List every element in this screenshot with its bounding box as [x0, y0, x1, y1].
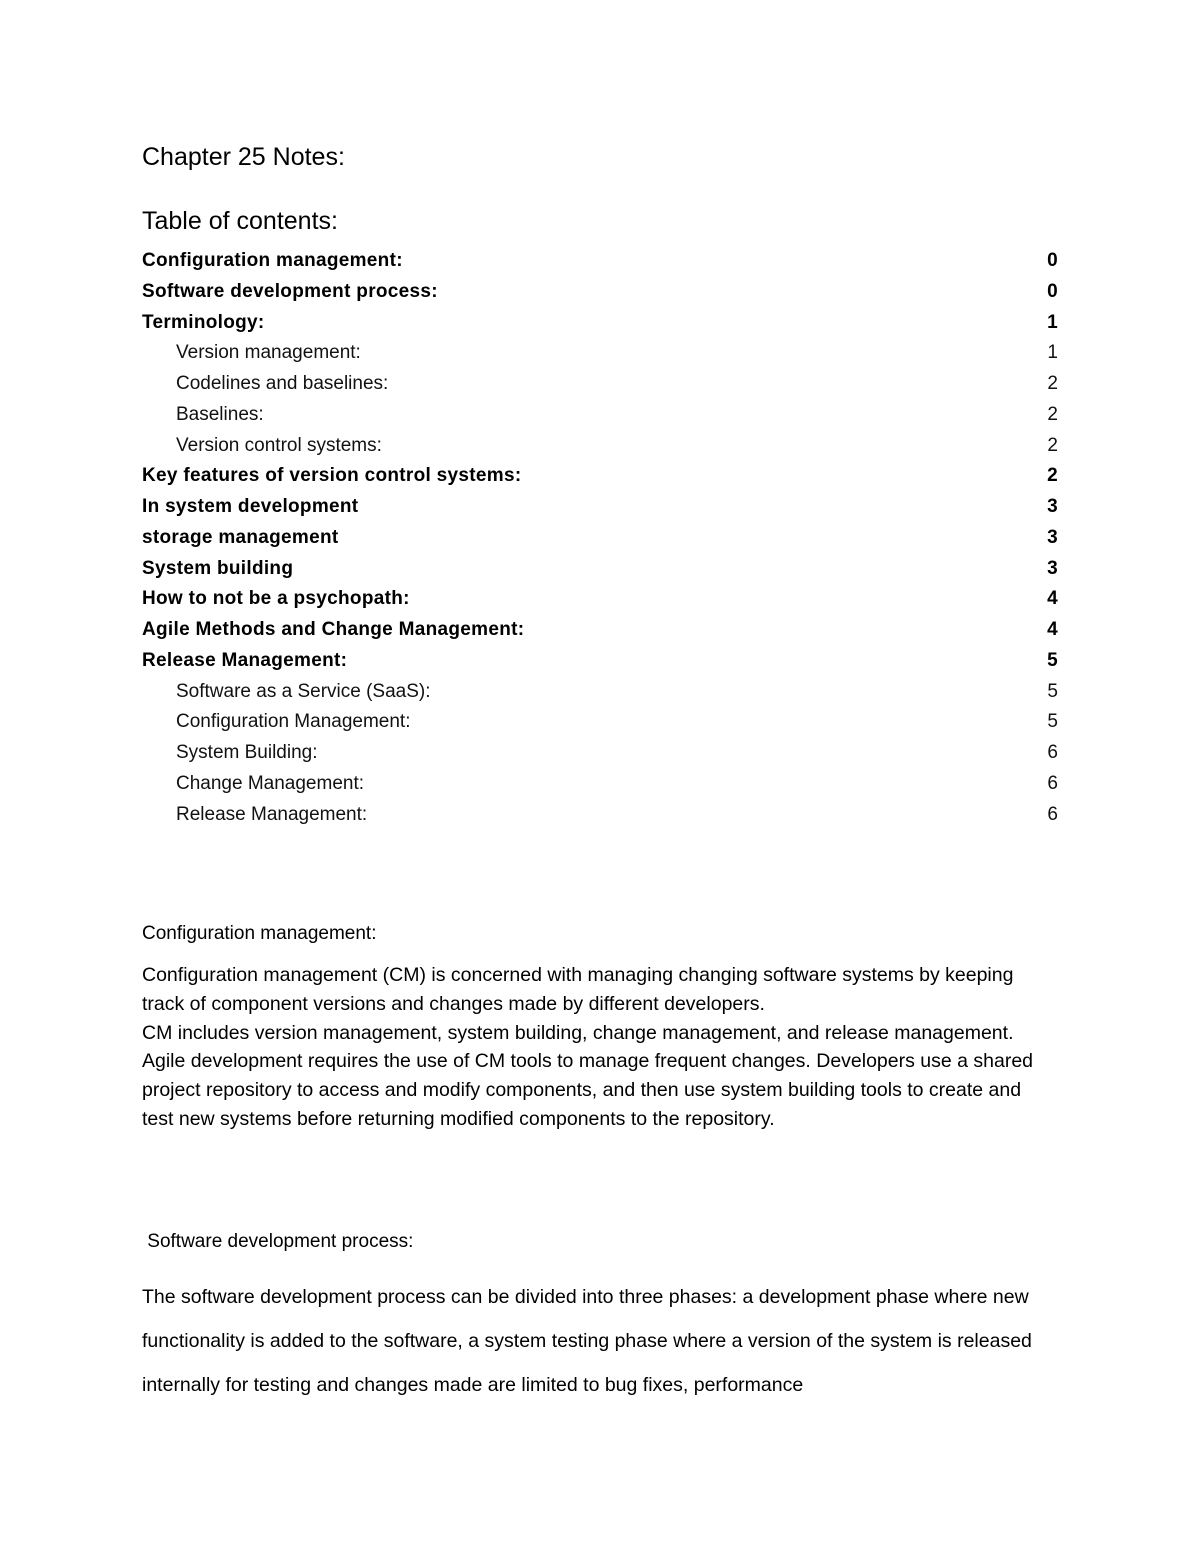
toc-entry-label: System Building: [176, 742, 318, 763]
toc-subentry[interactable] [142, 800, 1058, 831]
toc-entry-label: Version management: [176, 342, 361, 364]
toc-entry-label: In system development [142, 496, 359, 517]
toc-entry[interactable] [142, 554, 1058, 585]
toc-heading: Table of contents: [142, 207, 338, 235]
toc-entry[interactable] [142, 461, 1058, 492]
toc-entry-label: Software as a Service (SaaS): [176, 680, 431, 702]
toc-entry-page-number: 2 [1047, 434, 1058, 456]
toc-entry-page-number: 6 [1047, 742, 1058, 763]
toc-entry-label: Terminology: [142, 311, 265, 333]
toc-entry-page-number: 6 [1047, 772, 1058, 794]
table-of-contents [142, 246, 1058, 830]
toc-entry-page-number: 5 [1047, 680, 1058, 702]
toc-entry[interactable] [142, 584, 1058, 615]
toc-subentry[interactable] [142, 769, 1058, 800]
toc-entry[interactable] [142, 523, 1058, 554]
toc-entry-page-number: 2 [1047, 465, 1058, 487]
toc-entry-page-number: 5 [1047, 649, 1058, 671]
paragraph: The software development process can be divided into three phases: a development phase where new functionality is added to the software, a system testing phase where a version of the system is released internally for testing and changes made are limited to bug fixes, performance [142, 1286, 1032, 1396]
toc-entry-label: Release Management: [176, 803, 368, 825]
section-body-software-development-process [142, 1275, 1052, 1407]
toc-entry-page-number: 1 [1047, 311, 1058, 333]
paragraph: Configuration management (CM) is concerned with managing changing software systems by keeping track of component versions and changes made by different developers. [142, 964, 1014, 1015]
section-heading-configuration-management: Configuration management: [142, 923, 377, 944]
toc-entry-page-number: 0 [1047, 250, 1058, 271]
toc-entry-label: Configuration management: [142, 250, 403, 271]
toc-entry-label: How to not be a psychopath: [142, 588, 410, 610]
toc-entry-label: Agile Methods and Change Management: [142, 619, 525, 640]
toc-subentry[interactable] [142, 677, 1058, 708]
toc-entry[interactable] [142, 246, 1058, 277]
toc-entry[interactable] [142, 308, 1058, 339]
toc-entry-label: Change Management: [176, 772, 365, 794]
toc-entry-label: Codelines and baselines: [176, 373, 389, 394]
toc-entry-page-number: 2 [1047, 403, 1058, 425]
toc-entry[interactable] [142, 646, 1058, 677]
toc-subentry[interactable] [142, 400, 1058, 431]
toc-entry-page-number: 3 [1047, 496, 1058, 517]
toc-entry-page-number: 3 [1047, 526, 1058, 548]
toc-entry-page-number: 5 [1047, 711, 1058, 733]
toc-entry-page-number: 4 [1047, 619, 1058, 640]
toc-entry-page-number: 4 [1047, 588, 1058, 610]
toc-entry[interactable] [142, 277, 1058, 308]
toc-entry-label: Key features of version control systems: [142, 465, 522, 487]
toc-subentry[interactable] [142, 738, 1058, 769]
section-heading-software-development-process: Software development process: [142, 1231, 414, 1252]
toc-entry-page-number: 2 [1047, 373, 1058, 394]
toc-entry-label: Software development process: [142, 280, 438, 302]
toc-entry[interactable] [142, 615, 1058, 646]
toc-entry-label: storage management [142, 526, 339, 548]
toc-entry-page-number: 0 [1047, 280, 1058, 302]
paragraph: CM includes version management, system building, change management, and release management. Agile development requires the use of CM tools to manage frequent changes. Developers use a shared project repository to access and modify components, and then use system building tools to create and test new systems before returning modified components to the repository. [142, 1021, 1034, 1130]
toc-entry-page-number: 6 [1047, 803, 1058, 825]
toc-subentry[interactable] [142, 369, 1058, 400]
section-body-configuration-management [142, 961, 1052, 1134]
toc-entry-label: Baselines: [176, 403, 264, 425]
toc-subentry[interactable] [142, 338, 1058, 369]
toc-entry-label: Configuration Management: [176, 711, 411, 733]
toc-entry-page-number: 3 [1047, 557, 1058, 579]
toc-subentry[interactable] [142, 707, 1058, 738]
toc-entry-page-number: 1 [1047, 342, 1058, 364]
toc-entry-label: Release Management: [142, 649, 348, 671]
toc-entry[interactable] [142, 492, 1058, 523]
document-title: Chapter 25 Notes: [142, 143, 345, 171]
toc-subentry[interactable] [142, 431, 1058, 462]
toc-entry-label: System building [142, 557, 294, 579]
toc-entry-label: Version control systems: [176, 434, 382, 456]
